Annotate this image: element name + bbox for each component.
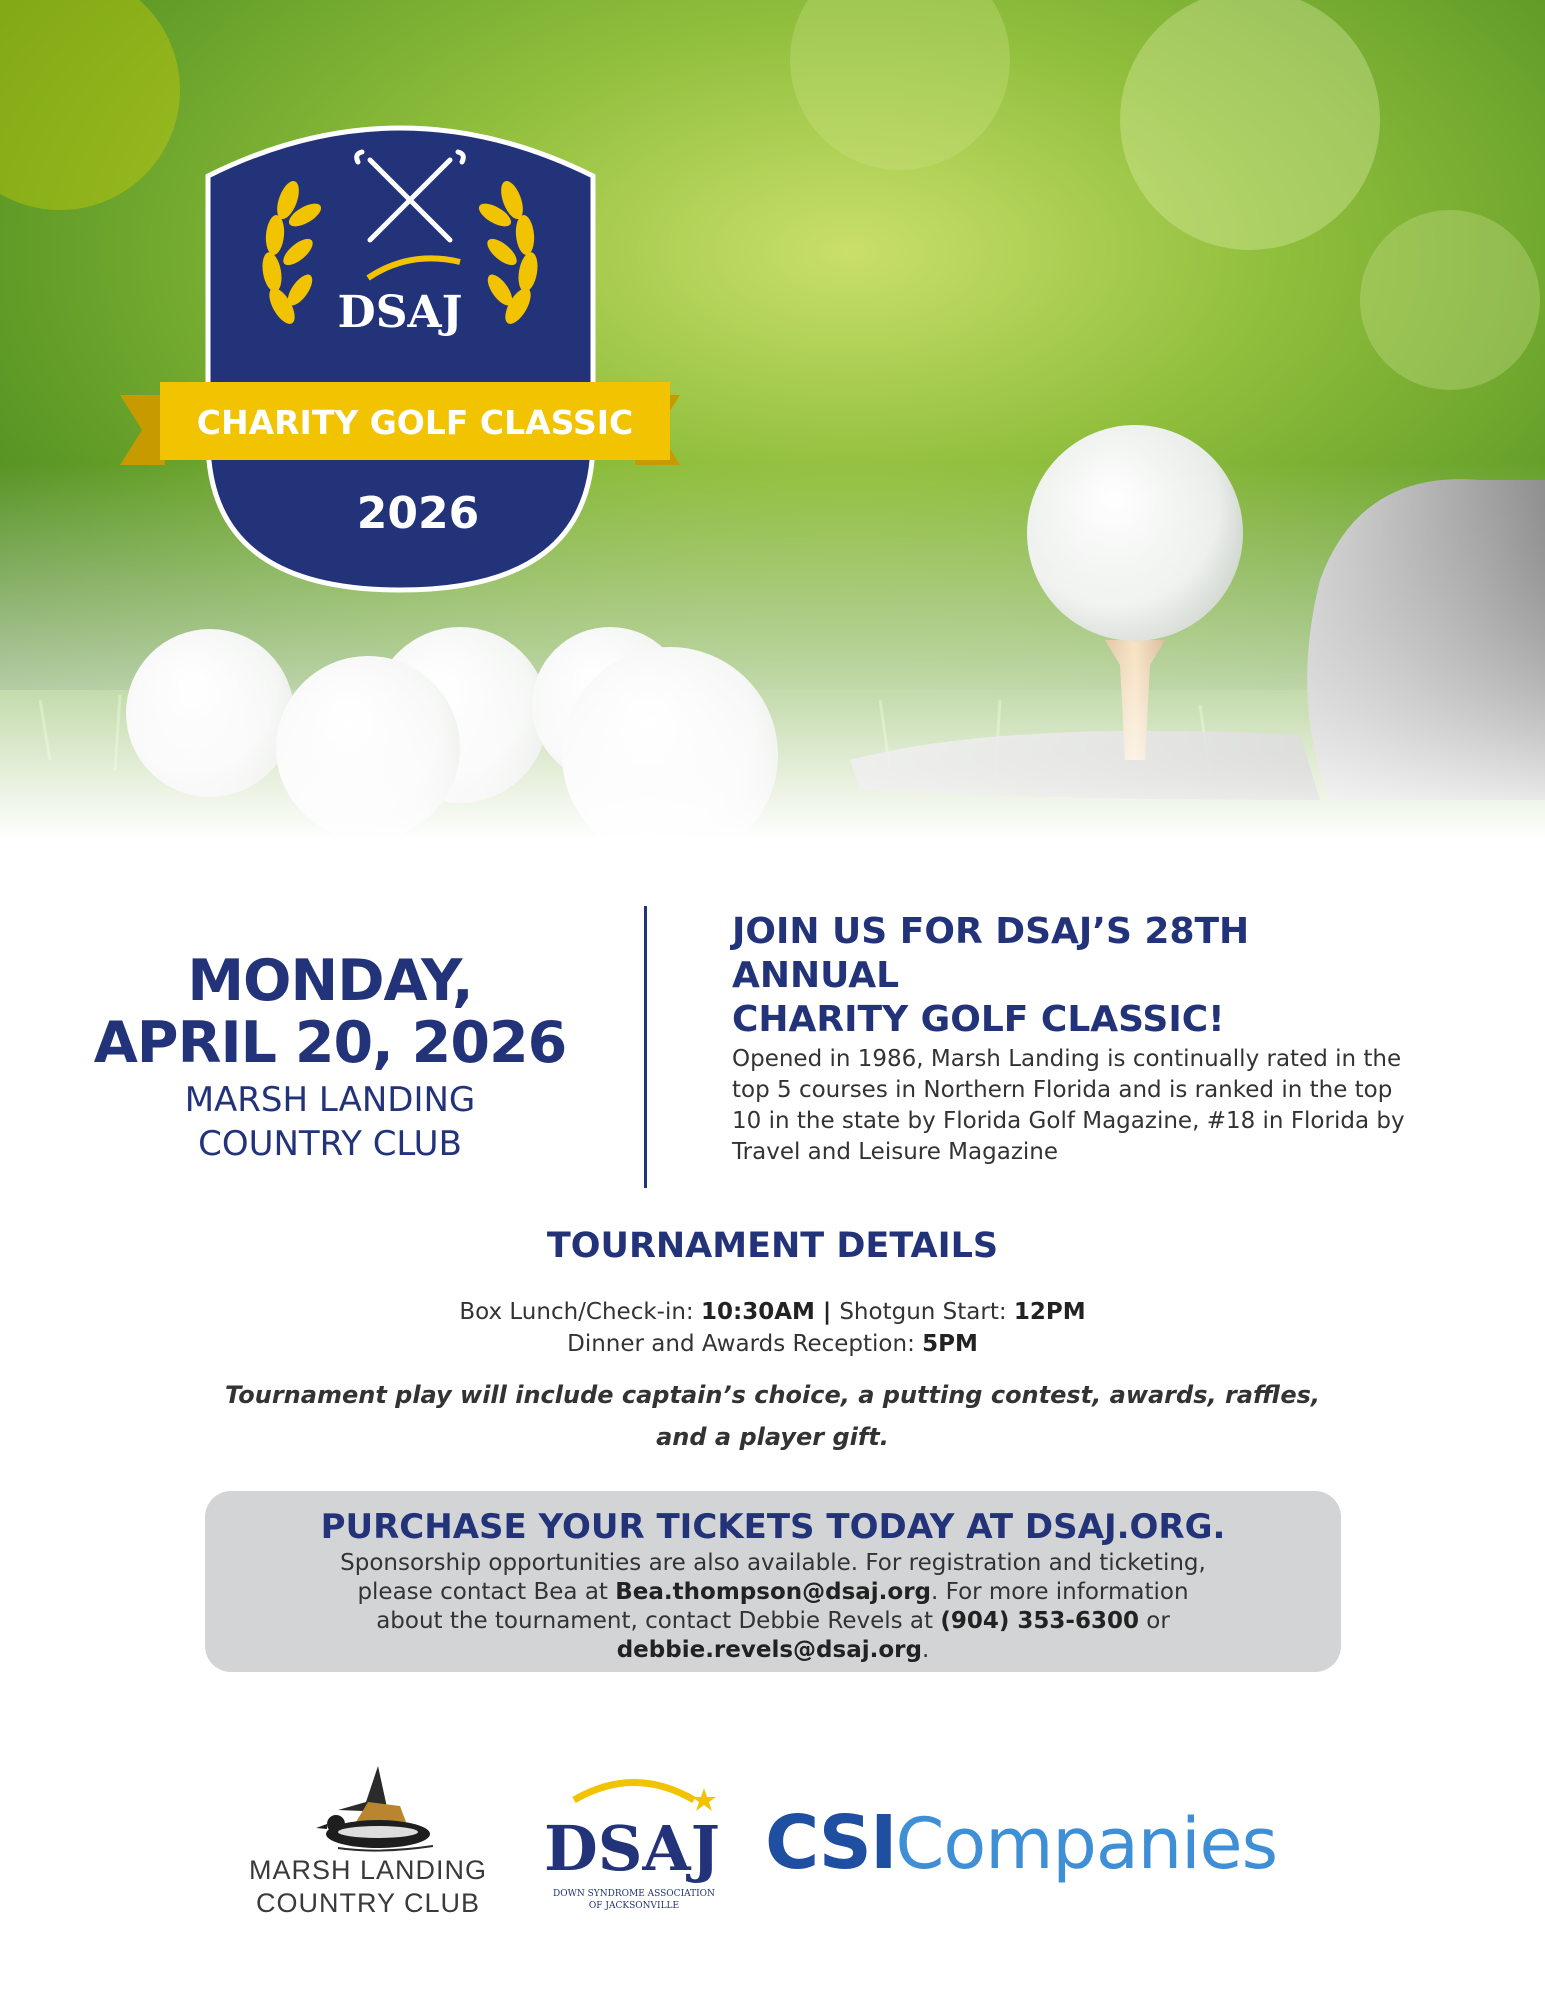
shotgun-time: 12PM [1013, 1299, 1086, 1325]
venue-line-1: MARSH LANDING [184, 1080, 476, 1120]
tickets-heading: PURCHASE YOUR TICKETS TODAY AT DSAJ.ORG. [320, 1507, 1226, 1547]
bea-email-link[interactable]: Bea.thompson@dsaj.org [615, 1579, 932, 1605]
tickets-text-2: . For more information about the tournament, contact Debbie Revels at [376, 1579, 1189, 1634]
schedule-line-1 [0, 1296, 1545, 1328]
hero-image [0, 0, 1545, 840]
csi-companies-logo [765, 1800, 1325, 1890]
tickets-box [205, 1491, 1341, 1672]
tickets-text-4: . [921, 1637, 930, 1663]
event-date-block [70, 950, 590, 1166]
tickets-text-1: Sponsorship opportunities are also available. For registration and ticketing, please contact Bea at [340, 1550, 1206, 1605]
intro-heading [732, 910, 1422, 1042]
golf-photo [0, 0, 1545, 840]
tournament-details [0, 1226, 1545, 1360]
badge-year: 2026 [356, 488, 480, 539]
details-heading: TOURNAMENT DETAILS [546, 1226, 999, 1266]
badge-logo: DSAJ [337, 287, 463, 338]
intro-body: Opened in 1986, Marsh Landing is continually rated in the top 5 courses in Northern Florida and is ranked in the top 10 in the state by Florida Golf Magazine, #18 in Florida by Travel and Leisure Magazine [732, 1046, 1405, 1165]
tournament-note: Tournament play will include captain’s choice, a putting contest, awards, raffles, and a player gift. [224, 1381, 1320, 1451]
marsh-line-2: COUNTRY CLUB [255, 1888, 481, 1918]
event-day: MONDAY, [187, 948, 473, 1014]
dsaj-subtitle [544, 1888, 724, 1912]
duck-icon [228, 1762, 508, 1857]
shotgun-label: Shotgun Start: [839, 1299, 1014, 1325]
schedule-line-2 [0, 1328, 1545, 1360]
marsh-line-1: MARSH LANDING [248, 1855, 488, 1885]
phone-number[interactable]: (904) 353-6300 [940, 1608, 1139, 1634]
dsaj-sub-line-2: OF JACKSONVILLE [588, 1901, 680, 1911]
schedule-separator: | [814, 1299, 840, 1325]
marsh-landing-text [228, 1854, 508, 1920]
marsh-landing-logo [228, 1762, 508, 1918]
dsaj-sub-line-1: DOWN SYNDROME ASSOCIATION [553, 1889, 715, 1899]
tickets-text-3: or [1138, 1608, 1170, 1634]
dsaj-logo-text: DSAJ [544, 1812, 720, 1885]
intro-heading-line-1: JOIN US FOR DSAJ’S 28TH ANNUAL [732, 911, 1250, 996]
checkin-time: 10:30AM [701, 1299, 815, 1325]
dsaj-logo [544, 1770, 724, 1920]
dsaj-swoosh-icon [544, 1770, 724, 1885]
intro-section [732, 910, 1422, 1168]
dinner-time: 5PM [922, 1331, 978, 1357]
event-date: APRIL 20, 2026 [93, 1010, 567, 1076]
dinner-label: Dinner and Awards Reception: [567, 1331, 923, 1357]
vertical-divider [644, 906, 647, 1188]
tickets-body [205, 1549, 1341, 1665]
venue-name [70, 1078, 590, 1166]
intro-heading-line-2: CHARITY GOLF CLASSIC! [732, 999, 1225, 1040]
venue-line-2: COUNTRY CLUB [198, 1124, 462, 1164]
csi-bold-text: CSI [765, 1800, 896, 1886]
checkin-label: Box Lunch/Check-in: [459, 1299, 701, 1325]
badge-title: CHARITY GOLF CLASSIC [196, 403, 634, 442]
csi-light-text: Companies [895, 1803, 1278, 1885]
debbie-email-link[interactable]: debbie.revels@dsaj.org [616, 1637, 922, 1663]
